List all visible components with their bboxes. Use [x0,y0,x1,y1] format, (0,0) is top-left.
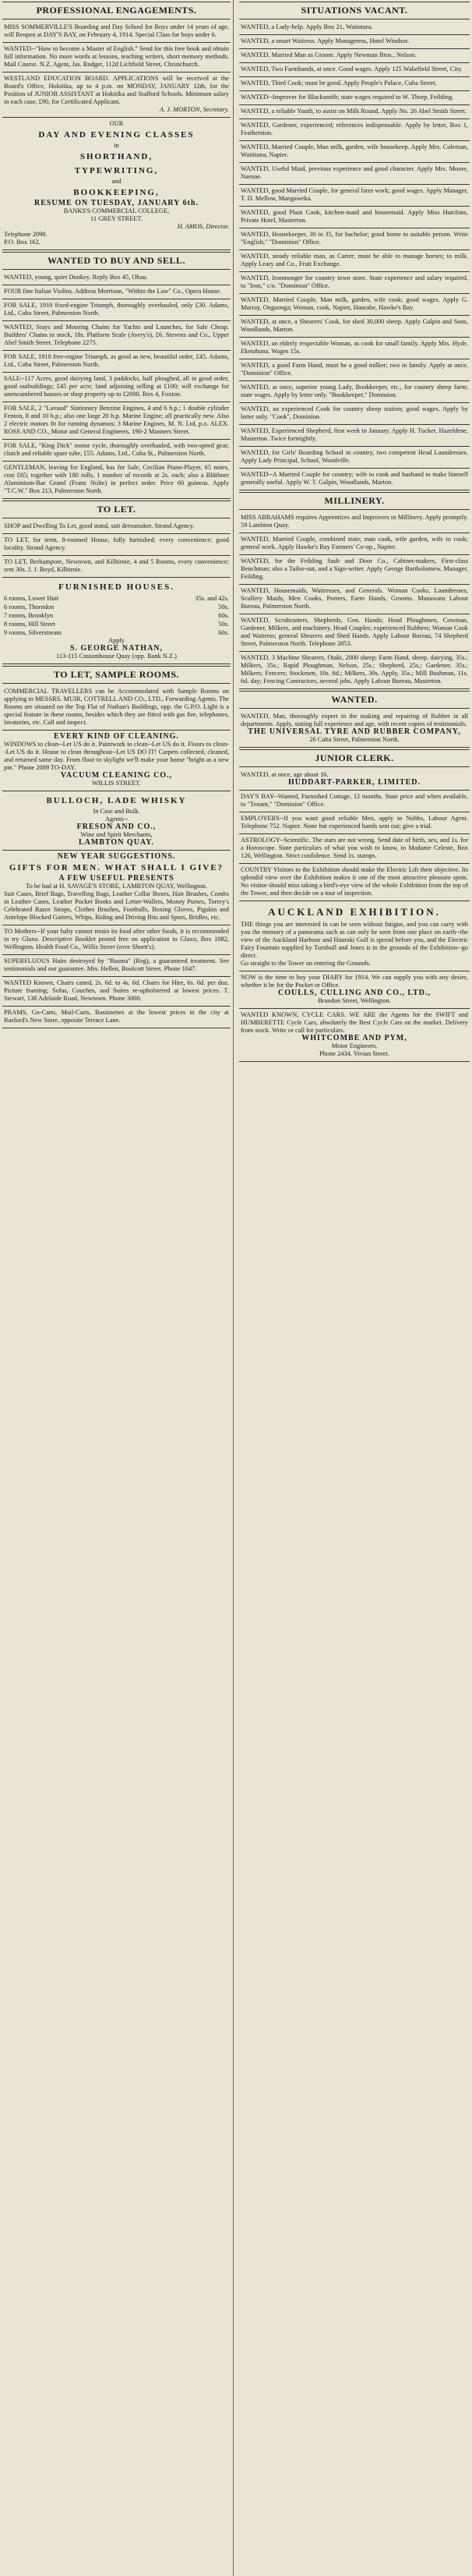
motor-engineers: Motor Engineers, [331,1042,378,1049]
professional-header: PROFESSIONAL ENGAGEMENTS. [2,2,231,19]
ad-yachts: WANTED, Stays and Mooring Chains for Yachts and Launches, for Sale Cheap. Builders' Chains in stock, 18s. Platform Scale (Avery's), £6. Stevens and Co., Upper Abel Smith Street. Telephone 2275. [2,321,231,351]
to-let-sample-header: TO LET, SAMPLE ROOMS. [2,666,231,684]
ad-shepherd: WANTED, Experienced Shepherd, first week in January. Apply H. Tucker, Hazeldene, Masterton. Twice fortnightly. [239,425,470,447]
ad-westland-sign: A. J. MORTON, Secretary. [159,106,229,113]
coulls: COULLS, CULLING AND CO., LTD., [277,989,431,997]
nathan-address: 113-115 Customhouse Quay (opp. Bank N.Z.) [56,653,177,660]
ad-steady-man: WANTED, steady reliable man, as Carter; must be able to manage horses; to milk. Apply Leary and Co., Fruit Exchange. [239,250,470,272]
gifts-for-men: GIFTS FOR MEN. WHAT SHALL I GIVE? [9,863,224,872]
ad-shearers-cook: WANTED, at once, a Shearers' Cook, for shed 30,000 sheep. Apply Galpin and Sons, Woodlands, Marton. [239,316,470,338]
ad-waitresses: WANTED, Housemaids, Waitresses, and Generals. Woman Cooks, Laundresses, Scullery Maids, Men Cooks, Porters, Farm Hands, Grooms. Manawatu Labour Bureau, Palmerston North. [239,585,470,614]
furnished-row [4,594,229,603]
and-line: and [111,178,122,185]
ad-ironmonger: WANTED, Ironmonger for country town store. State experience and salary required, to "Iron," c/o. "Dominion" Office. [239,272,470,294]
ad-gardener: WANTED, Gardener, experienced; references indispensable. Apply by letter, Box 1, Featherston. [239,119,470,141]
ad-girls-boarding: WANTED, for Girls' Boarding School in country, two competent Head Laundresses. Apply Lady Principal, School, Woodville. [239,447,470,469]
wanted-header: WANTED. [239,691,470,709]
tyre-address: 26 Cuba Street, Palmerston North. [309,736,400,743]
ad-shop: SHOP and Dwelling To Let, good stand, suit dressmaker. Strand Agency. [2,520,231,534]
ad-triumph-1910-2: FOR SALE, 1910 free-engine Triumph, as good as new, beautiful order, £45. Adams, Ltd., Cuba Street, Palmerston North. [2,351,231,373]
ad-married-couple-milk-2: WANTED, Married Couple, Man milk, garden, wife cook; good wages. Apply G. Murray, Ongaonga; Woman, cook, Napier, Haurahe, Hawke's Bay. [239,294,470,316]
ad-bulloch [2,791,231,851]
ad-windows: WINDOWS to clean--Let US do it. Paintwork to clean--Let US do it. Floors to clean--Let US do it. House to clean throughout--Let US DO IT! Carpets collected, cleaned, and returned same day. From floor to skylight we'll make your home "bright as a new pin." Phone 2089 TO-DAY. [4,741,229,771]
phone-vivian: Phone 2434. Vivian Street. [319,1050,389,1057]
ad-cleaning [2,731,231,791]
junior-clerk-header: JUNIOR CLERK. [239,749,470,767]
ad-youth-milk: WANTED, a reliable Youth, to assist on Milk Round. Apply No. 26 Abel Smith Street. [239,105,470,119]
right-column [237,0,472,2576]
furnished-price: 50s. [218,621,229,628]
ad-abrahams: MISS ABRAHAMS requires Apprentices and Improvers to Millinery. Apply promptly. 59 Lambton Quay. [239,511,470,533]
ad-married-couple-farm: WANTED, Married Couple, combined state; man cook, wife garden, wife to cook; general work. Apply Hawke's Bay Farmers' Co-op., Napier. [239,533,470,555]
ad-triumph-1910: FOR SALE, 1910 fixed-engine Triumph, thoroughly overhauled, only £30. Adams, Ltd., Cuba Street, Palmerston North. [2,299,231,321]
furnished-row [4,628,229,637]
ad-housekeeper: WANTED, Housekeeper, 30 to 35, for bachelor; good home to suitable person. Write "English," "Dominion" Office. [239,228,470,250]
ad-somerville: MISS SOMMERVILLE'S Boarding and Day School for Boys under 14 years of age, will Reopen at DAY'S BAY, on February 4, 1914. Special Class for boys under 6. [2,21,231,43]
ad-mothers: TO Mothers--If your baby cannot retain its food after other foods, it is recommended to try Glaxo. Descriptive Booklet posted free on application to Glaxo, Box 1082, Wellington. Health Food Co., Willis Street (over Shortt's). [2,925,231,955]
huddart-parker: HUDDART-PARKER, LIMITED. [287,778,421,787]
ad-country-visitors: COUNTRY Visitors to the Exhibition should make the Electric Lift their objective. Its splendid view over the Exhibition makes it one of the most attractive pleasure spots. No visitor should miss taking a bird's-eye view of the whole Exhibition from the top of the Tower, and then decide on a tour of inspection. [239,864,470,901]
bookkeeping: BOOKKEEPING, [73,188,160,197]
ad-married-couple-country: WANTED--A Married Couple for country; wife to cook and husband to make himself generally useful. Apply W. T. Galpin, Woodlands, Marton. [239,469,470,490]
ad-employers: EMPLOYERS--If you want good reliable Men, apply to Nobbs, Labour Agent. Telephone 752. Napier. None but experienced hands sent out; give a trial. [239,812,470,834]
ad-auckland-body: THE things you are interested in can be seen without fatigue, and you can carry with you the memory of a panorama such as can only be seen from one place on earth--the view of the Auckland Harbour and Hauraki Gulf is spread before you, and the Electric Fairy Fountain supplied by Turnbull and Jones is in the grounds of the Exhibition--go direct. [241,921,468,959]
ad-tolet-berhampore: TO LET, Berhampore, Newtown, and Kilbirnie, 4 and 5 Rooms, every convenience; rent 30s. J. J. Boyd, Kilbirnie. [2,556,231,578]
apply-line: Apply [108,637,125,644]
ad-benz: FOR SALE, 2 "Lavaud" Stationary Benzine Engines, 4 and 6 h.p.; 1 double cylinder Fenton, 8 and 10 h.p.; also one large 20 h.p. Marine Engine; all practically new. Also 2 electric motors fit for running dynamos; 3 Marine Engines, M. N. Ltd, p.o. ALEX. ROSS AND CO., Motor and General Engineers, 190-2 Manners Street. [2,402,231,440]
furnished-price: 35s. and 42s. [195,595,229,602]
ad-married-couple-milk-1: WANTED, Married Couple, Man milk, garden, wife housekeep. Apply Mrs. Coleman, Waitituna, Napier. [239,141,470,163]
ad-lady-help: WANTED, a Lady-help. Apply Box 21, Waitotara. [239,21,470,35]
ad-elderly: WANTED, an elderly respectable Woman, as cook for small family. Apply Mrs. Hyde, Eketahuna. Wages 15s. [239,338,470,359]
ad-rubber-text: WANTED, Man, thoroughly expert in the making and repairing of Rubber in all departments. Apply, stating full experience and age, with recent copies of testimonials. [241,713,468,727]
furnished-place: 6 rooms, Thorndon [4,603,55,610]
millinery-header: MILLINERY. [239,492,470,510]
in-line: in [114,142,119,149]
ad-astrology: ASTROLOGY--Scientific. The stars are not wrong. Send date of birth, sex, and 1s. for a Horoscope. State particulars of what you wish to know, to Madame Celeste, Box 126, Wellington. Strict confidence. Send 1s. stamps. [239,834,470,864]
banks-college-name: BANKS'S COMMERCIAL COLLEGE, [63,207,170,214]
ad-waitress: WANTED, a smart Waitress. Apply Manageress, Hotel Windsor. [239,35,470,49]
resume-line: RESUME ON TUESDAY, JANUARY 6th. [33,199,199,207]
ad-diary-text: NOW is the time to buy your DIARY for 1914. We can supply you with any desire, whether it be for the Pocket or Office. [241,974,468,989]
ad-scrubcutters: WANTED, Scrubcutters, Shepherds, Gen. Hands; Head Ploughmen, Cowman, Gardener, Milkers, and machinery. Head Couples; experienced Rubbers; Woman Cook and Waitress; general Shearers and Shed Hands. Apply Labour Bureau, 74 Shepherd Street, Palmerston North. Telephone 3853. [239,614,470,652]
agents: Agents-- [104,816,129,823]
our-line: OUR [109,120,124,127]
ad-master-english: WANTED--"How to become a Master of English." Send for this free book and obtain full information. No more words at lessons, teaching writers, short memory methods. Mail Course. N.Z. Agent, Jas. Rodger, 112d Lichfield Street, Christchurch. [2,43,231,73]
ad-blacksmith: WANTED--Improver for Blacksmith; state wages required to W. Thorp, Feilding. [239,91,470,105]
furnished-place: 6 rooms, Lower Hutt [4,595,59,602]
furnished-price: 50s. [218,603,229,610]
in-case: In Case and Bulk. [93,808,140,815]
furnished-price: 60s. [218,612,229,619]
every-kind: EVERY KIND OF CLEANING. [54,732,179,741]
ad-third-cook: WANTED, Third Cook; must be good. Apply People's Palace, Cuba Street. [239,77,470,91]
ad-auckland [239,901,470,971]
ad-cycle-cars-text: WANTED KNOWN, CYCLE CARS. WE ARE the Agents for the SWIFT and HUMBERETTE Cycle Cars, absolutely the Best Cycle Cars on the market. Delivery from stock. Write or call for particulars. [241,1011,468,1034]
ad-married-man-groom: WANTED, Married Man as Groom. Apply Newman Bros., Nelson. [239,49,470,63]
ad-cycle-cars [239,1009,470,1062]
telephone-banks: Telephone 2098. [4,231,48,238]
amos-director: H. AMOS, Director. [177,223,229,230]
few-useful: A FEW USEFUL PRESENTS [58,874,174,883]
ad-feilding: WANTED, for the Feilding Sash and Door Co., Cabinet-makers, First-class Benchman; also a Tailor-out, and a Sign-writer. Apply George Bartholomew, Manager, Feilding. [239,555,470,585]
furnished-place: 9 rooms, Silverstream [4,629,62,636]
ad-wanted-known: WANTED Known, Chairs caned, 2s. 6d. to 4s. 6d. Chairs for Hire, 6s. 6d. per doz. Picture framing; Sofas, Couches, and Suites re-upholstered at lowest prices. T. Stewart, 138 Adelaide Road, Newtown. Phone 3000. [2,977,231,1007]
ad-prams: PRAMS, Go-Carts, Mail-Carts, Bassinettes at the lowest prices in the city at Rasford's New Store, opposite Terrace Lane. [2,1007,231,1028]
furnished-row [4,611,229,620]
ad-farm-couple: WANTED, good Married Couple, for general farm work; good wages. Apply Manager, T. D. Mellow, Mangaweka. [239,185,470,207]
ad-farmhands: WANTED, Two Farmhands, at once. Good wages. Apply 125 Wakefield Street, City. [239,63,470,77]
furnished-price: 60s. [218,629,229,636]
ad-westland-text: WESTLAND EDUCATION BOARD. APPLICATIONS will be received at the Board's Office, Hokitika, up to 4 p.m. on MONDAY, JANUARY 12th, for the Position of JUNIOR ASSISTANT at Hokitika and Stafford Schools. Minimum salary in each case, £90, for Certificated Applicant. [4,75,229,105]
ad-diary [239,971,470,1009]
ad-banks-college [2,118,231,250]
typewriting: TYPEWRITING, [74,166,159,175]
nathan: S. GEORGE NATHAN, [69,644,164,653]
ad-commercial: COMMERCIAL TRAVELLERS can be Accommodated with Sample Rooms on applying to MESSRS. MUIR, COTTRELL AND CO., LTD., Forwarding Agents. The Rooms are situated on the Top Flat of Nathan's Buildings, opp. the G.P.O. Light is a special feature in these rooms, besides which they are fitted with gas fire, telephones, lavatories, etc. Call and inspect. [2,685,231,731]
ad-sale-acres: SALE--117 Acres, good dairying land, 3 paddocks, half ploughed, all in good order, good outbuildings; £45 per acre; land adjoining selling at £100; will exchange for unencumbered houses or shop property up to £2000. Box 4, Foxton. [2,373,231,402]
po-box: P.O. Box 162. [4,239,41,246]
willis-street: WILLIS STREET. [92,780,141,787]
to-be-had: To be had at H. SAVAGE'S STORE, LAMBTON QUAY, Wellington. [26,883,207,890]
furnished-place: 8 rooms, Hill Street [4,621,56,628]
left-column [0,0,234,2576]
ad-violins: FOUR fine Italian Violins. Address Morrison, "Within the Law" Co., Opera House. [2,285,231,299]
auckland-exhibition: AUCKLAND EXHIBITION. [268,906,441,918]
ad-westland [2,73,231,118]
grey-street: 11 GREY STREET. [90,215,143,222]
furnished-row [4,620,229,628]
tyre-company: THE UNIVERSAL TYRE AND RUBBER COMPANY, [248,727,461,736]
wine-spirit: Wine and Spirit Merchants, [80,831,153,838]
ad-machine-shearers: WANTED, 3 Machine Shearers, Otaki, 2000 sheep; Farm Hand, sheep, dairying, 35s.; Milkers, 35s.; Rapid Ploughman, Nelson, 25s.; Shepherd, 25s.; Gardener, 35s.; Milkers; Fencers; Stockmen, 10s. 6d.; Milkers, 30s. Apply, 35s.; Mill Bushman, 11s. 6d. day; Fencing Contractors, several jobs. Apply Labour Bureau, Masterton. [239,652,470,689]
ad-days-bay: DAY'S BAY--Wanted, Furnished Cottage, 12 months. State price and when available, to "Tenant," "Dominion" Office. [239,791,470,812]
whitcombe-pym: WHITCOMBE AND PYM, [301,1034,407,1042]
freeson: FRESON AND CO., [76,823,157,831]
ad-junior-clerk [239,769,470,791]
vacuum-co: VACUUM CLEANING CO., [60,771,173,780]
ad-gifts [2,851,231,925]
furnished-place: 7 rooms, Brooklyn [4,612,54,619]
ad-suit-cases: Suit Cases, Brief Bags, Travelling Bags, Leather Collar Boxes, Hair Brushes, Combs in Leather Cases, Leather Pocket Books and Letter-Wallets, Money Purses, Torrey's Celebrated Razor Strops, Clothes Brushes, Footballs, Boxing Gloves, Pigskin and Antelope Blocked Gaiters, Whips, Riding and Driving Bits and Spurs, Bridles, etc. [4,890,229,921]
ad-useful-maid: WANTED, Useful Maid, previous experience and good character. Apply Mrs. Moore, Naenae. [239,163,470,185]
wanted-buy-header: WANTED TO BUY AND SELL. [2,252,231,270]
to-let-header: TO LET. [2,501,231,518]
ad-gentleman: GENTLEMAN, leaving for England, has for Sale, Cecilian Piano-Player, 65 notes, cost £65; together with 180 rolls, 1 number of records at 2s. each; also a Blüthner Aluminium-Bar Grand (Franz Nolte) in perfect order. Price 60 guineas. Apply "T.C.W." Box 213, Palmerston North. [2,462,231,499]
brandon-street: Brandon Street, Wellington. [318,997,391,1004]
ad-junior-clerk-text: WANTED, at once, age about 16. [241,771,329,778]
ad-experienced-cook: WANTED, an experienced Cook for country sheep station; good wages. Apply by letter only. "Cook", Dominion. [239,403,470,425]
furnished-row [4,603,229,611]
ad-superior-youth: WANTED, at once, superior young Lady, Bookkeeper, etc., for country sheep farm; state wages. Apply by letter only. "Bookkeeper," Dominion. [239,381,470,403]
lambton-quay: LAMBTON QUAY. [78,838,155,847]
new-year-suggestions: NEW YEAR SUGGESTIONS. [57,852,176,861]
ad-furnished [2,578,231,664]
bulloch: BULLOCH, LADE WHISKY [46,796,187,805]
situations-header: SITUATIONS VACANT. [239,2,470,19]
ad-tolet-house: TO LET, for term, 8-roomed House, fully furnished; every convenience; good locality. Strand Agency. [2,534,231,556]
day-evening-classes: DAY AND EVENING CLASSES [38,130,195,140]
ad-rubber [239,710,470,748]
ad-superfluous: SUPERFLUOUS Hairs destroyed by "Rusma" (Reg), a guaranteed treatment. See testimonials and our guarantee. Mrs. Hellen, Boulcott Street. Phone 1647. [2,955,231,977]
shorthand: SHORTHAND, [79,152,153,161]
ad-go-straight: Go straight to the Tower on entering the Grounds. [241,960,371,967]
ad-donkey: WANTED, young, quiet Donkey. Reply Box 45, Ohau. [2,271,231,285]
ad-plain-cook: WANTED, good Plain Cook, kitchen-maid and housemaid. Apply Miss Hutchins, Private Hotel, Masterton. [239,207,470,228]
furnished-title: FURNISHED HOUSES. [58,582,174,592]
ad-farm-hand: WANTED, a good Farm Hand, must be a good milker; two in family. Apply at once. "Dominion" Office. [239,359,470,381]
ad-king-dick: FOR SALE, "King Dick" motor cycle, thoroughly overhauled, with two-speed gear, clutch and reliable spare tube, £55. Adams, Ltd., Cuba St., Palmerston North. [2,440,231,462]
